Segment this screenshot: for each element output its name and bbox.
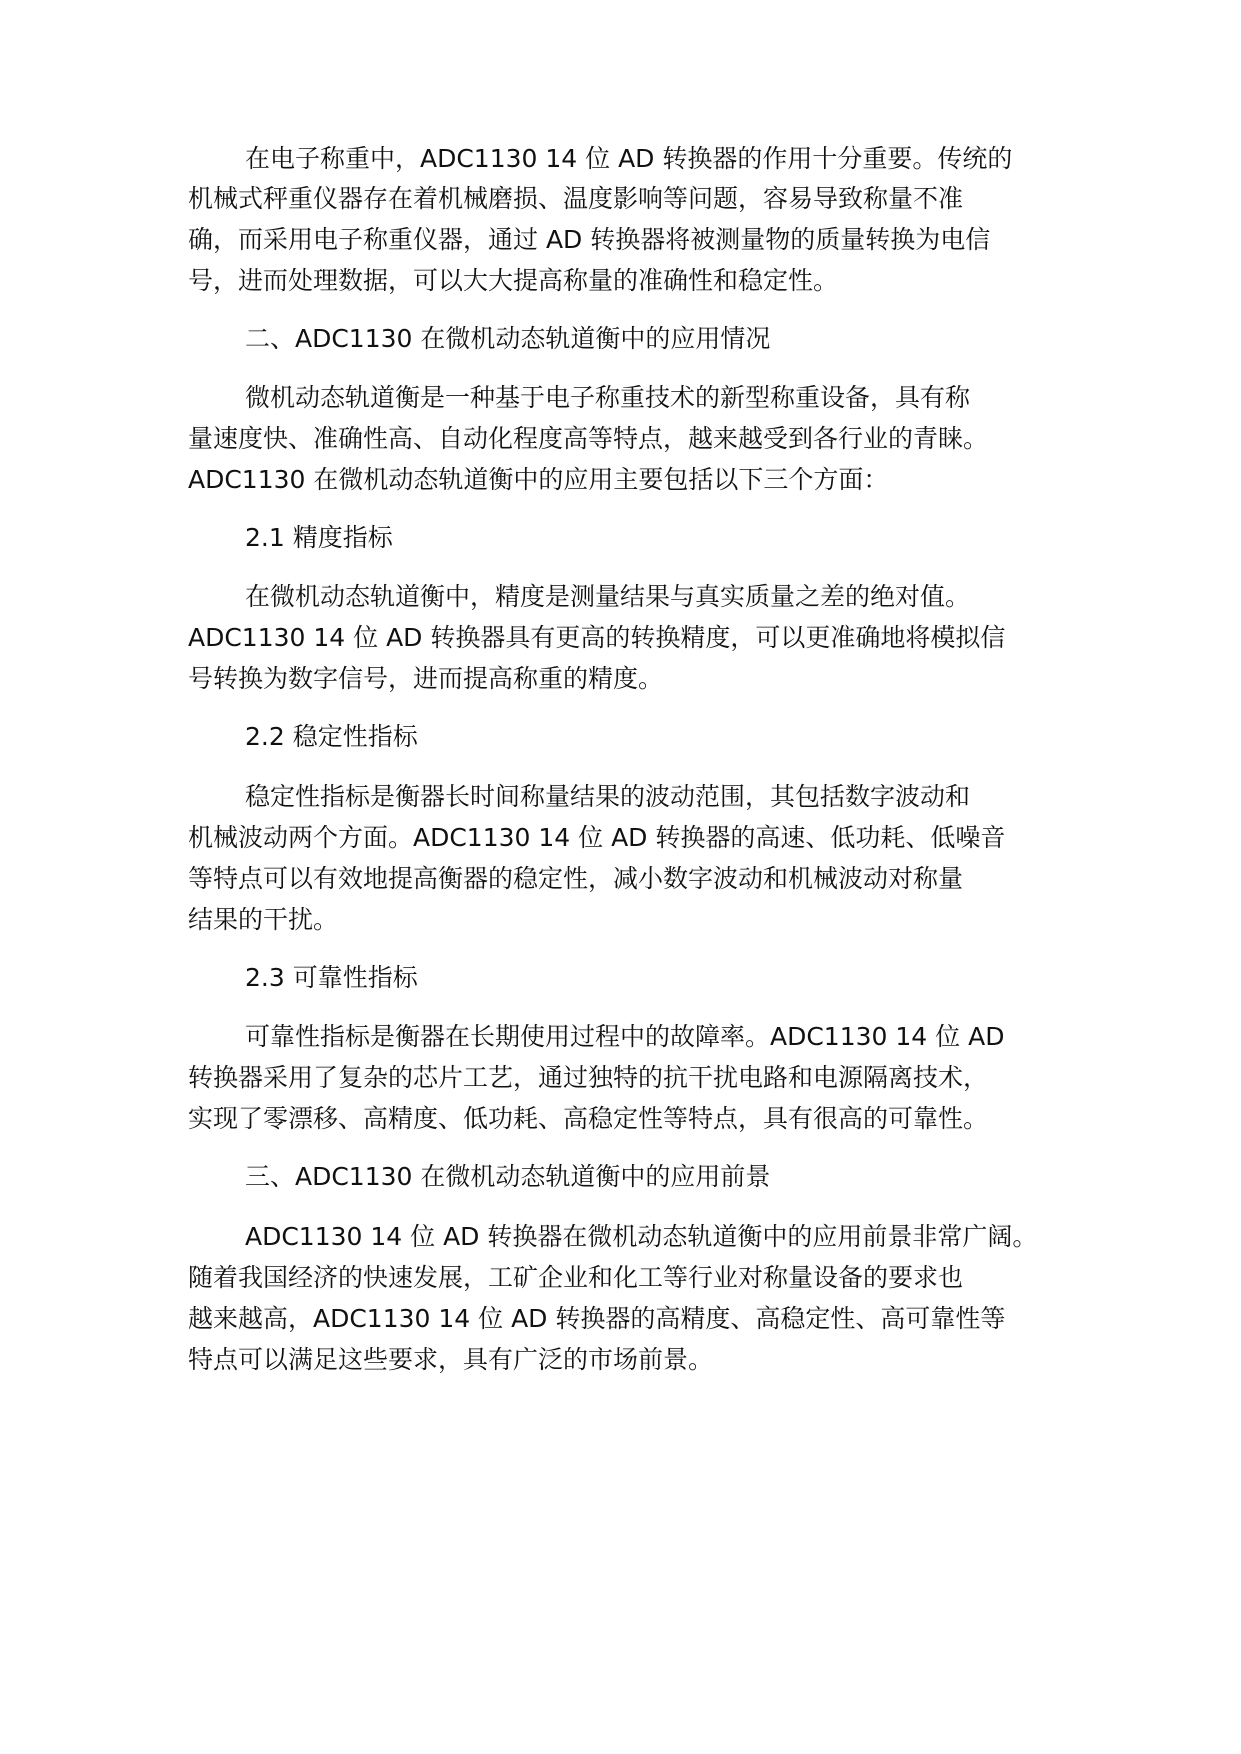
section-heading-3: 三、ADC1130 在微机动态轨道衡中的应用前景 — [245, 1162, 771, 1191]
subsection-heading-2-1: 2.1 精度指标 — [245, 523, 393, 552]
section-2-2-line-4: 结果的干扰。 — [188, 905, 339, 934]
section-2-line-1: 微机动态轨道衡是一种基于电子称重技术的新型称重设备，具有称 — [245, 383, 971, 412]
section-3-line-1: ADC1130 14 位 AD 转换器在微机动态轨道衡中的应用前景非常广阔。 — [245, 1222, 1038, 1251]
section-2-line-3: ADC1130 在微机动态轨道衡中的应用主要包括以下三个方面： — [188, 465, 889, 494]
section-2-1-line-3: 号转换为数字信号，进而提高称重的精度。 — [188, 664, 664, 693]
subsection-heading-2-2: 2.2 稳定性指标 — [245, 722, 418, 751]
section-2-1-line-1: 在微机动态轨道衡中，精度是测量结果与真实质量之差的绝对值。 — [245, 582, 971, 611]
section-2-3-line-3: 实现了零漂移、高精度、低功耗、高稳定性等特点，具有很高的可靠性。 — [188, 1104, 989, 1133]
section-2-3-line-1: 可靠性指标是衡器在长期使用过程中的故障率。ADC1130 14 位 AD — [245, 1022, 1005, 1051]
section-3-line-2: 随着我国经济的快速发展，工矿企业和化工等行业对称量设备的要求也 — [188, 1263, 964, 1292]
intro-line-2: 机械式秤重仪器存在着机械磨损、温度影响等问题，容易导致称量不准 — [188, 184, 964, 213]
section-heading-2: 二、ADC1130 在微机动态轨道衡中的应用情况 — [245, 324, 771, 353]
intro-line-4: 号，进而处理数据，可以大大提高称量的准确性和稳定性。 — [188, 266, 839, 295]
section-2-2-line-2: 机械波动两个方面。ADC1130 14 位 AD 转换器的高速、低功耗、低噪音 — [188, 823, 1006, 852]
section-2-line-2: 量速度快、准确性高、自动化程度高等特点，越来越受到各行业的青睐。 — [188, 424, 989, 453]
section-2-1-line-2: ADC1130 14 位 AD 转换器具有更高的转换精度，可以更准确地将模拟信 — [188, 623, 1006, 652]
intro-line-1: 在电子称重中，ADC1130 14 位 AD 转换器的作用十分重要。传统的 — [245, 144, 1013, 173]
section-3-line-3: 越来越高，ADC1130 14 位 AD 转换器的高精度、高稳定性、高可靠性等 — [188, 1304, 1006, 1333]
intro-line-3: 确，而采用电子称重仪器，通过 AD 转换器将被测量物的质量转换为电信 — [188, 225, 991, 254]
section-2-2-line-3: 等特点可以有效地提高衡器的稳定性，减小数字波动和机械波动对称量 — [188, 864, 964, 893]
section-3-line-4: 特点可以满足这些要求，具有广泛的市场前景。 — [188, 1345, 714, 1374]
subsection-heading-2-3: 2.3 可靠性指标 — [245, 963, 418, 992]
section-2-3-line-2: 转换器采用了复杂的芯片工艺，通过独特的抗干扰电路和电源隔离技术， — [188, 1063, 989, 1092]
section-2-2-line-1: 稳定性指标是衡器长时间称量结果的波动范围，其包括数字波动和 — [245, 782, 971, 811]
